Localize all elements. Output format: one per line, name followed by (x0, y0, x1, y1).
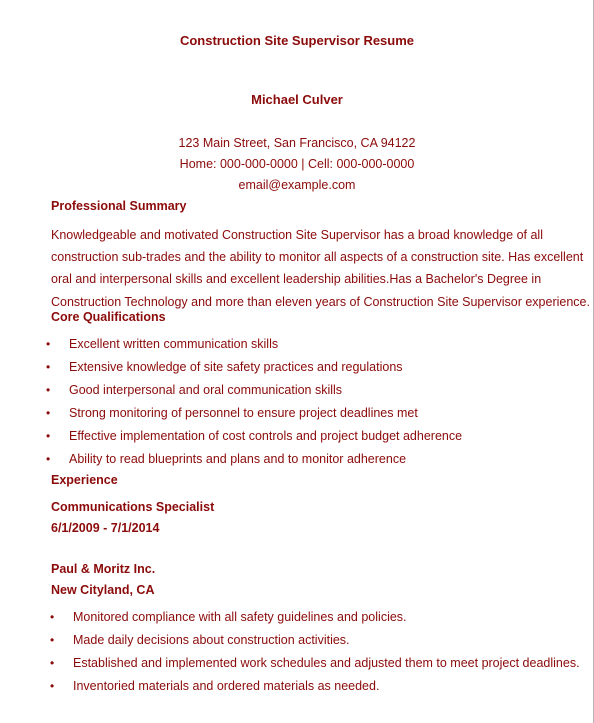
qualification-text: Ability to read blueprints and plans and to monitor adherence (69, 452, 407, 466)
experience-heading: Experience (51, 473, 118, 487)
list-item (0, 451, 594, 474)
list-item (0, 382, 594, 405)
qualification-text: Effective implementation of cost controls and project budget adherence (69, 429, 463, 443)
job-title: Communications Specialist (51, 500, 215, 514)
professional-summary-text (51, 224, 590, 313)
list-item (0, 405, 594, 428)
list-item (0, 428, 594, 451)
qualification-text: Extensive knowledge of site safety practices and regulations (69, 360, 403, 374)
list-item (0, 678, 594, 701)
qualification-text: Good interpersonal and oral communication skills (69, 383, 343, 397)
bullet-icon: • (46, 429, 51, 443)
company-location: New Cityland, CA (51, 583, 155, 597)
summary-line: Knowledgeable and motivated Construction Site Supervisor has a broad knowledge of all (51, 228, 543, 242)
bullet-icon: • (46, 360, 51, 374)
duty-text: Monitored compliance with all safety guidelines and policies. (73, 610, 407, 624)
qualification-text: Excellent written communication skills (69, 337, 279, 351)
phone-line: Home: 000-000-0000 | Cell: 000-000-0000 (179, 157, 415, 171)
bullet-icon: • (46, 383, 51, 397)
duty-text: Made daily decisions about construction activities. (73, 633, 350, 647)
job-dates: 6/1/2009 - 7/1/2014 (51, 521, 160, 535)
bullet-icon: • (50, 610, 55, 624)
bullet-icon: • (46, 337, 51, 351)
bullet-icon: • (46, 406, 51, 420)
duty-text: Established and implemented work schedules and adjusted them to meet project deadlines. (73, 656, 580, 670)
list-item (0, 359, 594, 382)
bullet-icon: • (50, 656, 55, 670)
core-qualifications-heading: Core Qualifications (51, 310, 166, 324)
summary-line: Construction Technology and more than eleven years of Construction Site Supervisor experience. (51, 294, 590, 309)
job-duties-list (0, 609, 594, 701)
candidate-name: Michael Culver (251, 92, 343, 107)
document-title: Construction Site Supervisor Resume (179, 33, 415, 48)
bullet-icon: • (50, 633, 55, 647)
list-item (0, 655, 594, 678)
core-qualifications-list (0, 336, 594, 474)
address-line: 123 Main Street, San Francisco, CA 94122 (178, 136, 416, 150)
company-name: Paul & Moritz Inc. (51, 562, 156, 576)
bullet-icon: • (50, 679, 55, 693)
list-item (0, 632, 594, 655)
list-item (0, 336, 594, 359)
list-item (0, 609, 594, 632)
duty-text: Inventoried materials and ordered materials as needed. (73, 679, 380, 693)
professional-summary-heading: Professional Summary (51, 199, 187, 213)
summary-line: oral and interpersonal skills and excellent leadership abilities.Has a Bachelor's Degree in (51, 272, 542, 287)
qualification-text: Strong monitoring of personnel to ensure project deadlines met (69, 406, 418, 420)
summary-line: construction sub-trades and the ability to monitor all aspects of a construction site. Has excellent (51, 250, 584, 265)
email-line: email@example.com (238, 178, 356, 192)
bullet-icon: • (46, 452, 51, 466)
